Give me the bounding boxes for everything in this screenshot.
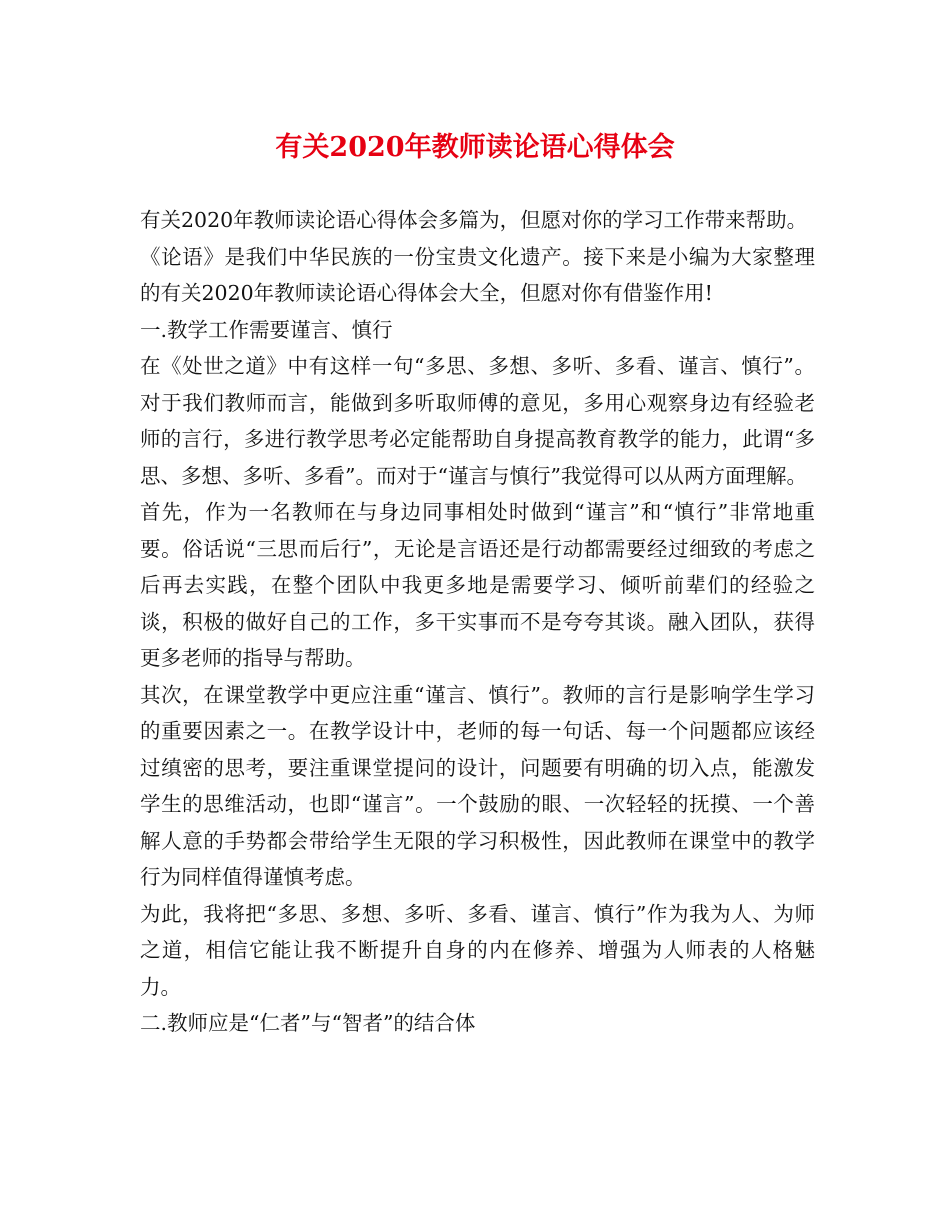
- paragraph-second: 其次，在课堂教学中更应注重“谨言、慎行”。教师的言行是影响学生学习的重要因素之一。在教学设计中，老师的每一句话、每一个问题都应该经过缜密的思考，要注重课堂提问的设计，问题要有明确的切入点，能激发学生的思维活动，也即“谨言”。一个鼓励的眼、一次轻轻的抚摸、一个善解人意的手势都会带给学生无限的学习积极性，因此教师在课堂中的教学行为同样值得谨慎考虑。: [140, 682, 815, 889]
- paragraph-intro: 有关2020年教师读论语心得体会多篇为，但愿对你的学习工作带来帮助。: [140, 208, 808, 232]
- paragraph-lunyu: 《论语》是我们中华民族的一份宝贵文化遗产。接下来是小编为大家整理的有关2020年教师读论语心得体会大全，但愿对你有借鉴作用!: [140, 244, 815, 305]
- document-body: [140, 202, 815, 1042]
- paragraph-therefore: 为此，我将把“多思、多想、多听、多看、谨言、慎行”作为我为人、为师之道，相信它能让我不断提升自身的内在修养、增强为人师表的人格魅力。: [140, 901, 815, 999]
- section-heading-2: 二.教师应是“仁者”与“智者”的结合体: [140, 1011, 476, 1035]
- section-heading-1: 一.教学工作需要谨言、慎行: [140, 317, 393, 342]
- paragraph-first: 首先，作为一名教师在与身边同事相处时做到“谨言”和“慎行”非常地重要。俗话说“三思而后行”，无论是言语还是行动都需要经过细致的考虑之后再去实践，在整个团队中我更多地是需要学习、倾听前辈们的经验之谈，积极的做好自己的工作，多干实事而不是夸夸其谈。融入团队，获得更多老师的指导与帮助。: [140, 500, 815, 670]
- document-title: 有关2020年教师读论语心得体会: [275, 132, 675, 163]
- paragraph-chushi: 在《处世之道》中有这样一句“多思、多想、多听、多看、谨言、慎行”。对于我们教师而言，能做到多听取师傅的意见，多用心观察身边有经验老师的言行，多进行教学思考必定能帮助自身提高教育教学的能力，此谓“多思、多想、多听、多看”。而对于“谨言与慎行”我觉得可以从两方面理解。: [140, 354, 815, 488]
